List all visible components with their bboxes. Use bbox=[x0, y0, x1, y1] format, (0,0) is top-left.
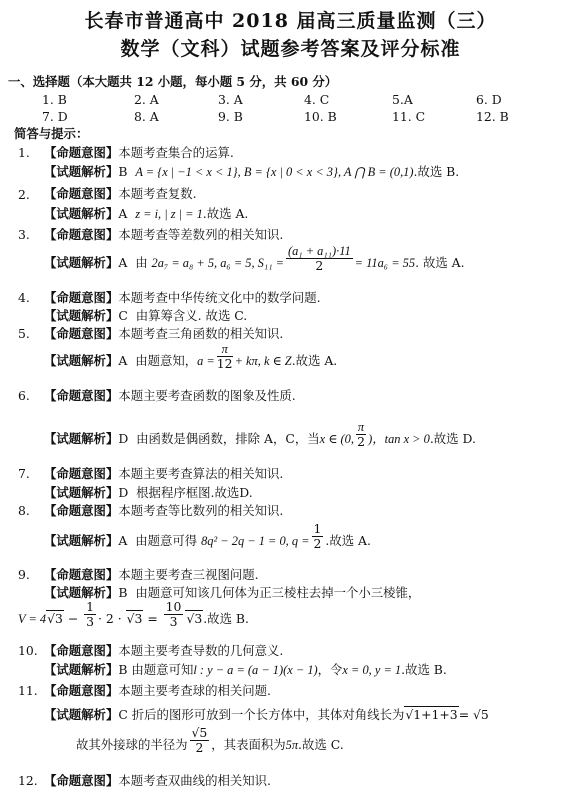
intent-tag: 【命题意图】 bbox=[44, 145, 119, 160]
text-fragment: √3 bbox=[47, 611, 63, 626]
text-fragment: .故选 D. bbox=[429, 431, 476, 446]
text-fragment: 折后的图形可放到一个长方体中，其体对角线长为 bbox=[131, 707, 405, 722]
answer-item: 8. A bbox=[134, 109, 159, 124]
text-fragment: 2a₇ = a₈ + 5, a₆ = 5, S₁₁ = bbox=[151, 256, 284, 270]
q5-analysis bbox=[0, 342, 581, 386]
answer-item: 9. B bbox=[218, 109, 243, 124]
text-fragment: − bbox=[63, 611, 83, 626]
intent-text: 本题考查集合的运算. bbox=[118, 145, 234, 160]
text-fragment: 【试题解析】 bbox=[44, 485, 119, 500]
text-fragment: ，令 bbox=[317, 662, 343, 677]
q6-analysis bbox=[0, 420, 581, 464]
text-fragment bbox=[44, 420, 476, 449]
question-number: 10. bbox=[18, 643, 38, 658]
text-fragment: 【命题意图】 bbox=[44, 503, 119, 518]
text-fragment: 本题考查中华传统文化中的数学问题. bbox=[118, 290, 321, 305]
text-fragment bbox=[356, 420, 366, 449]
text-fragment: 【试题解析】 bbox=[44, 707, 119, 722]
text-fragment bbox=[76, 725, 344, 755]
text-fragment: .故选 C. bbox=[298, 737, 344, 752]
text-fragment: 本题主要考查三视图问题. bbox=[118, 567, 259, 582]
text-fragment bbox=[44, 503, 283, 519]
text-fragment: 由 bbox=[135, 255, 152, 270]
question-number: 12. bbox=[18, 773, 38, 788]
text-fragment bbox=[164, 600, 184, 629]
text-fragment: 【试题解析】 bbox=[44, 585, 119, 600]
question-number: 1. bbox=[18, 145, 30, 160]
text-fragment bbox=[44, 707, 489, 723]
text-fragment: 12 bbox=[216, 356, 233, 371]
text-fragment: a = bbox=[197, 354, 215, 368]
answer-item: 1. B bbox=[42, 92, 67, 107]
text-fragment bbox=[18, 599, 249, 629]
text-fragment: 由题意可得 bbox=[135, 533, 202, 548]
text-fragment bbox=[44, 308, 247, 324]
document-title: 长春市普通高中 2018 届高三质量监测（三） bbox=[84, 10, 497, 32]
text-fragment: C bbox=[118, 308, 128, 323]
text-fragment: 2 bbox=[357, 434, 365, 449]
text-fragment: 【试题解析】 bbox=[44, 308, 119, 323]
text-fragment: 2 bbox=[313, 536, 322, 551]
text-fragment: π bbox=[357, 420, 365, 434]
text-fragment: π bbox=[217, 342, 233, 357]
text-fragment bbox=[84, 600, 96, 629]
text-fragment bbox=[44, 485, 253, 501]
text-fragment: . 故选 A. bbox=[415, 255, 465, 270]
question-number: 5. bbox=[18, 326, 30, 341]
q9-volume bbox=[0, 599, 581, 644]
text-fragment: 由题意可知 bbox=[131, 662, 194, 677]
text-fragment: 5π bbox=[285, 738, 299, 752]
answer-item: 12. B bbox=[476, 109, 509, 124]
hints-heading: 简答与提示： bbox=[14, 126, 89, 141]
text-fragment: A bbox=[118, 255, 128, 270]
answer-item: 7. D bbox=[42, 109, 68, 124]
question-number: 8. bbox=[18, 503, 30, 518]
text-fragment: 【命题意图】 bbox=[44, 227, 119, 242]
text-fragment: A bbox=[118, 533, 128, 548]
text-fragment bbox=[312, 522, 324, 551]
text-fragment: 本题主要考查算法的相关知识. bbox=[118, 466, 284, 481]
solution-tail: .故选 B. bbox=[413, 164, 460, 179]
text-fragment: .故选 A. bbox=[291, 353, 338, 368]
text-fragment: 【命题意图】 bbox=[44, 773, 119, 788]
text-fragment: .故选 B. bbox=[401, 662, 447, 677]
text-fragment: x ∈ (0, bbox=[319, 432, 354, 446]
answer-item: 4. C bbox=[304, 92, 330, 107]
q8-analysis bbox=[0, 521, 581, 566]
text-fragment bbox=[190, 726, 210, 755]
text-fragment: 本题主要考查球的相关问题. bbox=[118, 683, 271, 698]
text-fragment bbox=[44, 326, 283, 342]
text-fragment: 【试题解析】 bbox=[44, 255, 119, 270]
section-heading-choice: 一、选择题（本大题共 12 小题，每小题 5 分，共 60 分） bbox=[8, 74, 338, 89]
text-fragment: 【命题意图】 bbox=[44, 466, 119, 481]
text-fragment: 【试题解析】 bbox=[44, 206, 119, 221]
answer-item: 10. B bbox=[304, 109, 337, 124]
text-fragment: 【命题意图】 bbox=[44, 388, 119, 403]
text-fragment: √3 bbox=[126, 611, 143, 626]
text-fragment: 本题主要考查导数的几何意义. bbox=[118, 643, 284, 658]
text-fragment: B bbox=[118, 662, 128, 677]
text-fragment bbox=[44, 145, 234, 161]
answer-item: 5.A bbox=[392, 92, 413, 107]
text-fragment: 本题考查等差数列的相关知识. bbox=[118, 227, 284, 242]
fraction bbox=[286, 244, 353, 273]
text-fragment bbox=[44, 290, 321, 306]
text-fragment bbox=[44, 342, 338, 371]
text-fragment: 【命题意图】 bbox=[44, 186, 119, 201]
text-fragment: 由题意知， bbox=[135, 353, 198, 368]
answer-item: 2. A bbox=[134, 92, 159, 107]
text-fragment: 本题主要考查函数的图象及性质. bbox=[118, 388, 296, 403]
text-fragment bbox=[44, 466, 283, 482]
text-fragment: 1 bbox=[86, 599, 95, 614]
text-fragment: √3 bbox=[186, 611, 203, 626]
text-fragment: = √5 bbox=[458, 707, 489, 722]
question-number: 11. bbox=[18, 683, 38, 698]
text-fragment: 1 bbox=[313, 521, 322, 536]
text-fragment: 【命题意图】 bbox=[44, 683, 119, 698]
text-fragment: (a₁ + a₁₁)·11 bbox=[287, 244, 351, 258]
text-fragment: √5 bbox=[191, 725, 208, 740]
solution-math: A = {x | −1 < x < 1}, B = {x | 0 < x < 3}, A ⋂ B = (0,1) bbox=[135, 165, 414, 179]
q11-radius-line bbox=[0, 725, 581, 770]
text-fragment: 2 bbox=[195, 740, 204, 755]
question-number: 3. bbox=[18, 227, 30, 242]
text-fragment: · 2 · bbox=[98, 611, 126, 626]
answer-choice: B bbox=[118, 164, 128, 179]
text-fragment bbox=[44, 683, 271, 699]
answer-item: 6. D bbox=[476, 92, 502, 107]
text-fragment bbox=[44, 227, 283, 243]
text-fragment: l : y − a = (a − 1)(x − 1) bbox=[193, 663, 318, 677]
text-fragment bbox=[44, 186, 197, 202]
text-fragment: = 11a₆ = 55 bbox=[354, 256, 416, 270]
text-fragment: A bbox=[118, 206, 128, 221]
text-fragment bbox=[44, 643, 283, 659]
question-number: 4. bbox=[18, 290, 30, 305]
text-fragment: ，其表面积为 bbox=[211, 737, 286, 752]
text-fragment: = bbox=[143, 611, 162, 626]
text-fragment bbox=[44, 773, 271, 789]
text-fragment bbox=[44, 521, 371, 551]
text-fragment: C bbox=[118, 707, 128, 722]
question-number: 2. bbox=[18, 187, 30, 202]
intent-text: 本题考查复数. bbox=[118, 186, 197, 201]
text-fragment: 【命题意图】 bbox=[44, 643, 119, 658]
text-fragment bbox=[44, 244, 465, 273]
text-fragment: 【试题解析】 bbox=[44, 353, 119, 368]
text-fragment bbox=[44, 164, 459, 180]
text-fragment: 【试题解析】 bbox=[44, 662, 119, 677]
question-number: 6. bbox=[18, 388, 30, 403]
text-fragment: 故其外接球的半径为 bbox=[76, 737, 188, 752]
text-fragment bbox=[44, 662, 447, 678]
text-fragment: 8q² − 2q − 1 = 0, q = bbox=[201, 534, 310, 548]
text-fragment: )，tan x > 0 bbox=[368, 432, 430, 446]
answer-item: 11. C bbox=[392, 109, 426, 124]
text-fragment: 【试题解析】 bbox=[44, 431, 119, 446]
text-fragment: 2 bbox=[315, 258, 324, 273]
text-fragment: 由函数是偶函数，排除 A，C，当 bbox=[136, 431, 320, 446]
text-fragment: 本题考查双曲线的相关知识. bbox=[118, 773, 271, 788]
text-fragment: 10 bbox=[165, 599, 182, 614]
text-fragment: .故选 B. bbox=[203, 611, 249, 626]
text-fragment: V = 4 bbox=[18, 612, 47, 626]
text-fragment: 【命题意图】 bbox=[44, 567, 119, 582]
text-fragment: √1+1+3 bbox=[405, 707, 458, 722]
text-fragment: D bbox=[118, 485, 129, 500]
text-fragment: 本题考查等比数列的相关知识. bbox=[118, 503, 284, 518]
question-number: 7. bbox=[18, 466, 30, 481]
text-fragment: + kπ, k ∈ Z bbox=[234, 354, 292, 368]
question-number: 9. bbox=[18, 567, 30, 582]
text-fragment bbox=[44, 388, 296, 404]
text-fragment: z = i, | z | = 1 bbox=[135, 207, 203, 221]
text-fragment bbox=[44, 206, 248, 222]
text-fragment bbox=[44, 585, 420, 601]
text-fragment: 【命题意图】 bbox=[44, 290, 119, 305]
text-fragment: D bbox=[118, 431, 129, 446]
text-fragment: .故选 A. bbox=[325, 533, 371, 548]
text-fragment bbox=[217, 342, 233, 371]
text-fragment: B bbox=[118, 585, 128, 600]
document-subtitle: 数学（文科）试题参考答案及评分标准 bbox=[120, 38, 461, 60]
text-fragment: 根据程序框图.故选D. bbox=[136, 485, 253, 500]
text-fragment: 3 bbox=[86, 614, 95, 629]
analysis-tag: 【试题解析】 bbox=[44, 164, 119, 179]
text-fragment: 由题意可知该几何体为正三棱柱去掉一个小三棱锥， bbox=[135, 585, 421, 600]
q3-analysis bbox=[0, 244, 581, 288]
text-fragment: 【试题解析】 bbox=[44, 533, 119, 548]
text-fragment: .故选 A. bbox=[202, 206, 249, 221]
text-fragment: A bbox=[118, 353, 128, 368]
text-fragment: 【命题意图】 bbox=[44, 326, 119, 341]
answer-item: 3. A bbox=[218, 92, 243, 107]
text-fragment: x = 0, y = 1 bbox=[342, 663, 402, 677]
text-fragment: 本题考查三角函数的相关知识. bbox=[118, 326, 284, 341]
text-fragment: 3 bbox=[169, 614, 178, 629]
text-fragment: 由算筹含义. 故选 C. bbox=[135, 308, 248, 323]
text-fragment bbox=[44, 567, 259, 583]
